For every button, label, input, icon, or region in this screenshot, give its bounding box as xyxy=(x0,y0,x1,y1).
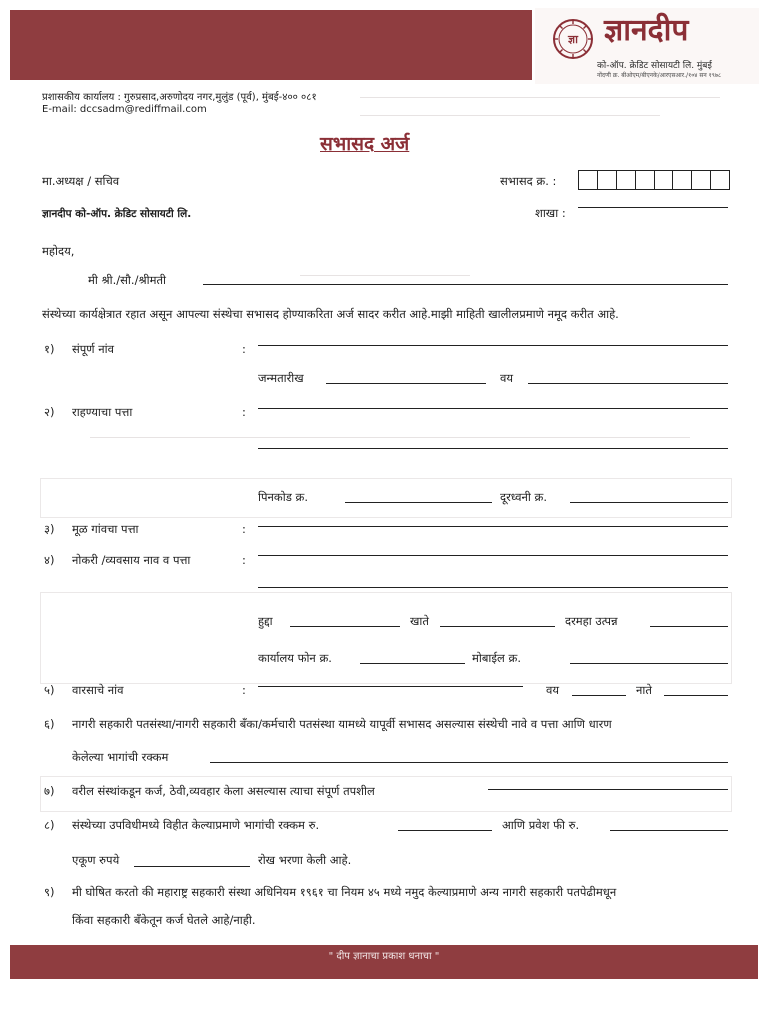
item-5-label: वारसाचे नांव xyxy=(72,683,124,697)
loan-details-field[interactable] xyxy=(488,789,728,790)
email-address: E-mail: dccsadm@rediffmail.com xyxy=(42,104,207,115)
native-address-field[interactable] xyxy=(258,526,728,527)
brand-subtitle: को-ऑप. क्रेडिट सोसायटी लि. मुंबई xyxy=(597,61,712,71)
heir-name-field[interactable] xyxy=(258,686,523,687)
registration-number: नोंदणी क्र. बीओएम/बीएनके/आरएसआर./१०४ सन १९७८ xyxy=(597,72,722,79)
dob-label: जन्मतारीख xyxy=(258,371,304,385)
item-8-label: संस्थेच्या उपविधीमध्ये विहीत केल्याप्रमाणे भागांची रक्कम रु. xyxy=(72,818,320,832)
designation-field[interactable] xyxy=(290,626,400,627)
branch-label: शाखा : xyxy=(535,206,566,220)
office-address: प्रशासकीय कार्यालय : गुरुप्रसाद,अरुणोदय नगर,मुलुंड (पूर्व), मुंबई-४०० ०८१ xyxy=(42,92,317,103)
item-3-label: मूळ गांवचा पत्ता xyxy=(72,522,139,536)
entry-fee-label: आणि प्रवेश फी रु. xyxy=(502,818,580,832)
seal-letters: ज्ञा xyxy=(568,33,578,46)
occupation-field-2[interactable] xyxy=(258,587,728,588)
total-label: एकूण रुपये xyxy=(72,853,120,867)
cash-paid-label: रोख भरणा केली आहे. xyxy=(258,853,352,867)
item-9-label: मी घोषित करतो की महाराष्ट्र सहकारी संस्था अधिनियम १९६१ चा नियम ४५ मध्ये नमुद केल्याप्रमाणे अन्य नागरी सहकारी पतपेढीमधून xyxy=(72,885,617,899)
total-amount-field[interactable] xyxy=(134,866,250,867)
department-label: खाते xyxy=(410,614,429,628)
item-1-number: १) xyxy=(44,342,55,356)
addressee-line: मा.अध्यक्ष / सचिव xyxy=(42,174,120,188)
income-label: दरमहा उत्पन्न xyxy=(565,614,618,628)
occupation-field-1[interactable] xyxy=(258,555,728,556)
item-5-number: ५) xyxy=(44,683,55,697)
member-no-label: सभासद क्र. : xyxy=(500,174,557,188)
income-field[interactable] xyxy=(650,626,728,627)
intro-text: संस्थेच्या कार्यक्षेत्रात रहात असून आपल्या संस्थेचा सभासद होण्याकरिता अर्ज सादर करीत आहे.माझी माहिती खालीलप्रमाणे नमूद करीत आहे. xyxy=(42,307,619,321)
item-7-label: वरील संस्थांकडून कर्ज, ठेवी,व्यवहार केला असल्यास त्याचा संपूर्ण तपशील xyxy=(72,784,375,798)
item-6-number: ६) xyxy=(44,717,55,731)
header-maroon-band xyxy=(10,10,532,80)
item-6-label: नागरी सहकारी पतसंस्था/नागरी सहकारी बँका/कर्मचारी पतसंस्था यामध्ये यापूर्वी सभासद असल्यास संस्थेची नावे व पत्ता आणि धारण xyxy=(72,717,612,731)
item-1-colon: : xyxy=(242,342,246,356)
office-phone-label: कार्यालय फोन क्र. xyxy=(258,651,332,665)
department-field[interactable] xyxy=(440,626,555,627)
item-2-colon: : xyxy=(242,405,246,419)
address-field-2[interactable] xyxy=(258,448,728,449)
phone-field[interactable] xyxy=(570,502,728,503)
item-2-label: राहण्याचा पत्ता xyxy=(72,405,133,419)
salutation: महोदय, xyxy=(42,244,75,258)
pincode-label: पिनकोड क्र. xyxy=(258,490,308,504)
applicant-name-field[interactable] xyxy=(203,284,728,285)
relation-label: नाते xyxy=(636,683,652,697)
item-1-label: संपूर्ण नांव xyxy=(72,342,115,356)
heir-age-label: वय xyxy=(546,683,560,697)
phone-label: दूरध्वनी क्र. xyxy=(500,490,548,504)
item-8-number: ८) xyxy=(44,818,55,832)
item-3-number: ३) xyxy=(44,522,55,536)
item-5-colon: : xyxy=(242,683,246,697)
brand-name: ज्ञानदीप xyxy=(604,13,689,48)
form-title: सभासद अर्ज xyxy=(320,133,410,155)
address-field-1[interactable] xyxy=(258,408,728,409)
branch-field[interactable] xyxy=(578,207,728,208)
applicant-label: मी श्री./सौ./श्रीमती xyxy=(88,273,166,287)
item-2-number: २) xyxy=(44,405,55,419)
mobile-field[interactable] xyxy=(570,663,728,664)
age-label: वय xyxy=(500,371,514,385)
society-seal-icon xyxy=(552,18,594,60)
entry-fee-field[interactable] xyxy=(610,830,728,831)
item-3-colon: : xyxy=(242,522,246,536)
shares-held-label: केलेल्या भागांची रक्कम xyxy=(72,750,169,764)
item-4-colon: : xyxy=(242,553,246,567)
item-4-number: ४) xyxy=(44,553,55,567)
heir-age-field[interactable] xyxy=(572,695,626,696)
full-name-field[interactable] xyxy=(258,345,728,346)
declaration-end: किंवा सहकारी बँकेतून कर्ज घेतले आहे/नाही. xyxy=(72,913,256,927)
item-4-label: नोकरी /व्यवसाय नाव व पत्ता xyxy=(72,553,191,567)
member-no-boxes[interactable] xyxy=(578,170,730,190)
item-9-number: ९) xyxy=(44,885,55,899)
footer-motto: " दीप ज्ञानाचा प्रकाश धनाचा " xyxy=(328,951,440,962)
relation-field[interactable] xyxy=(664,695,728,696)
pincode-field[interactable] xyxy=(345,502,492,503)
designation-label: हुद्दा xyxy=(258,614,273,628)
office-phone-field[interactable] xyxy=(360,663,465,664)
society-name: ज्ञानदीप को-ऑप. क्रेडिट सोसायटी लि. xyxy=(42,208,192,220)
mobile-label: मोबाईल क्र. xyxy=(472,651,521,665)
share-amount-field[interactable] xyxy=(398,830,492,831)
item-7-number: ७) xyxy=(44,784,55,798)
dob-field[interactable] xyxy=(326,383,486,384)
age-field[interactable] xyxy=(528,383,728,384)
shares-held-field[interactable] xyxy=(210,762,728,763)
